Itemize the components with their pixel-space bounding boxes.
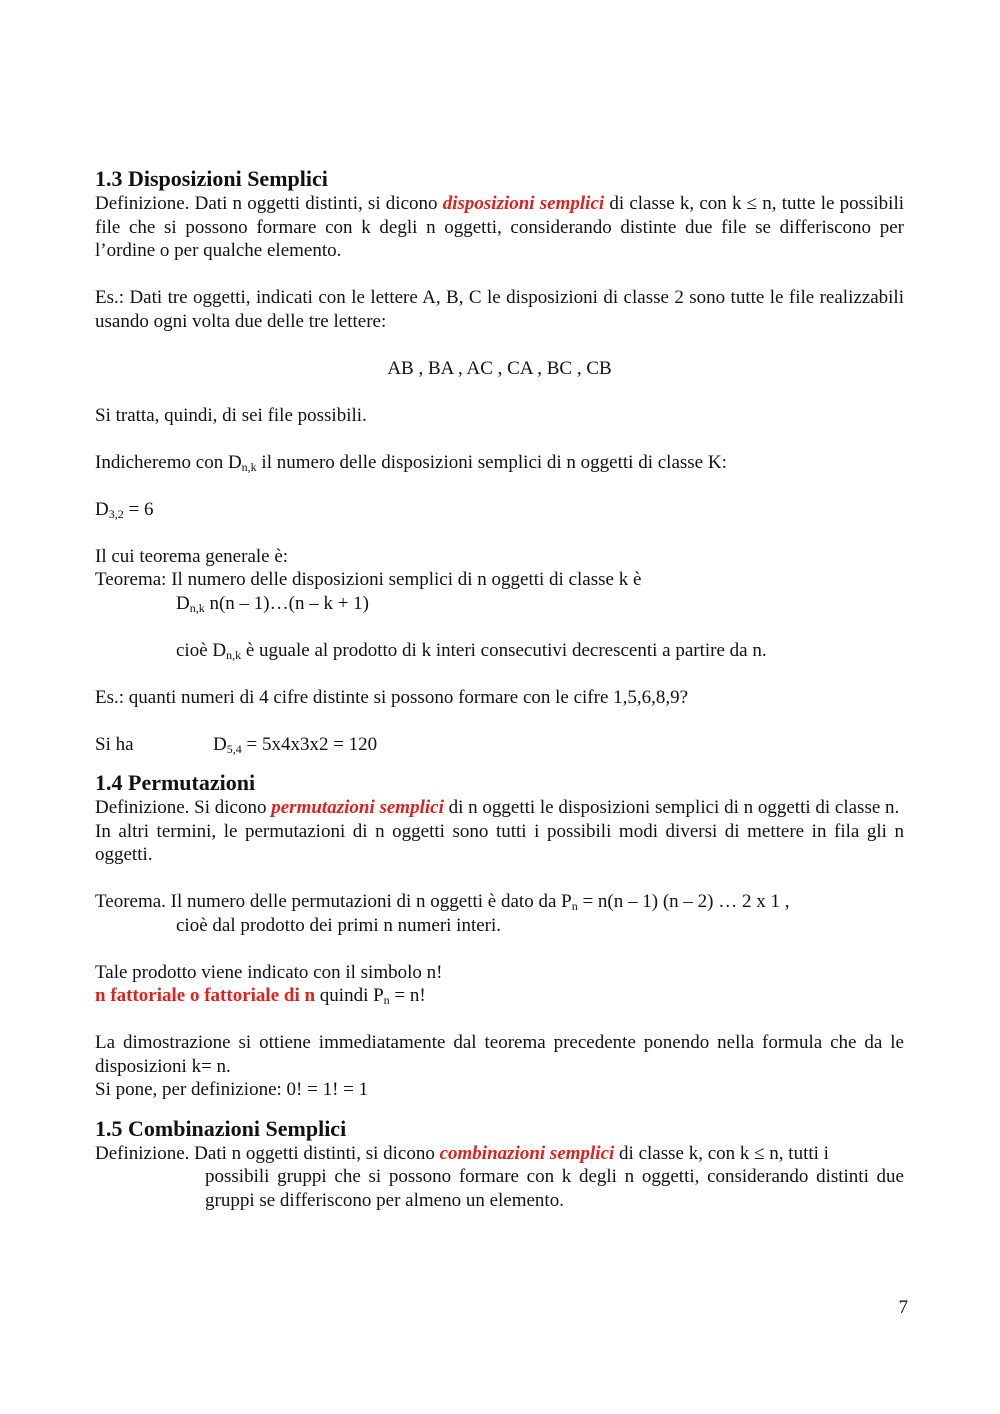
- term-permutazioni-semplici: permutazioni semplici: [271, 797, 444, 818]
- notation-text: Indicheremo con D: [95, 451, 242, 473]
- theorem-intro: Il cui teorema generale è:: [95, 545, 289, 567]
- page-number: 7: [898, 1297, 908, 1318]
- theorem-explanation: [95, 639, 904, 663]
- subscript: 5,4: [226, 741, 242, 756]
- formula-dnk: [95, 592, 904, 616]
- theorem-permutations: [95, 890, 904, 914]
- definition-text: di n oggetti le disposizioni semplici di n oggetti di classe n.: [443, 797, 900, 818]
- theorem-statement: Teorema: Il numero delle disposizioni semplici di n oggetti di classe k è: [95, 569, 642, 590]
- proof-paragraph: La dimostrazione si ottiene immediatamente dal teorema precedente ponendo nella formula che da le disposizioni k= n.: [95, 1032, 904, 1077]
- permutations-explanation: In altri termini, le permutazioni di n oggetti sono tutti i possibili modi diversi di mettere in fila gli n oggetti.: [95, 820, 904, 865]
- factorial-definition: [95, 984, 904, 1008]
- formula-d32: [95, 498, 904, 522]
- factorial-text: = n!: [389, 985, 426, 1006]
- formula-symbol: D: [176, 592, 190, 614]
- theorem-text: Teorema. Il numero delle permutazioni di n oggetti è dato da P: [95, 891, 572, 912]
- definition-text: Definizione. Dati n oggetti distinti, si dicono: [95, 1142, 440, 1164]
- example-answer: [95, 733, 904, 757]
- definition-text: Definizione. Dati n oggetti distinti, si dicono: [95, 193, 443, 214]
- factorial-convention: Si pone, per definizione: 0! = 1! = 1: [95, 1079, 369, 1100]
- term-disposizioni-semplici: disposizioni semplici: [442, 193, 605, 214]
- subscript: n,k: [241, 459, 257, 474]
- section-heading-1-5: 1.5 Combinazioni Semplici: [95, 1115, 347, 1141]
- definition-disposizioni: [95, 192, 904, 263]
- term-combinazioni-semplici: combinazioni semplici: [439, 1142, 615, 1164]
- definition-text: di classe k, con k ≤ n, tutte le possibili file che si possono formare con k degli n oggetti, considerando distinte due file se differiscono per l’ordine o per qualche elemento.: [95, 193, 904, 261]
- subscript: 3,2: [108, 506, 124, 521]
- formula-symbol: D: [213, 733, 227, 755]
- subscript: n: [383, 993, 390, 1007]
- section-heading-1-3: 1.3 Disposizioni Semplici: [95, 166, 328, 191]
- subscript: n,k: [189, 600, 205, 615]
- formula-value: n(n – 1)…(n – k + 1): [204, 592, 370, 614]
- formula-value: = 6: [123, 498, 154, 520]
- six-files-text: Si tratta, quindi, di sei file possibili.: [95, 404, 367, 426]
- formula-value: = 5x4x3x2 = 120: [241, 733, 378, 755]
- subscript: n: [571, 899, 578, 913]
- factorial-symbol-text: Tale prodotto viene indicato con il simbolo n!: [95, 961, 443, 983]
- definition-permutazioni: [95, 796, 904, 820]
- formula-d54: [213, 733, 377, 757]
- theorem-text: = n(n – 1) (n – 2) … 2 x 1 ,: [577, 891, 790, 912]
- notation-text: il numero delle disposizioni semplici di n oggetti di classe K:: [256, 451, 727, 473]
- explanation-text: è uguale al prodotto di k interi consecutivi decrescenti a partire da n.: [241, 639, 767, 661]
- dispositions-list: AB , BA , AC , CA , BC , CB: [387, 357, 612, 379]
- term-fattoriale: n fattoriale o fattoriale di n: [95, 985, 316, 1006]
- answer-label: Si ha: [95, 733, 134, 755]
- section-heading-1-4: 1.4 Permutazioni: [95, 770, 256, 795]
- example-question: Es.: quanti numeri di 4 cifre distinte si possono formare con le cifre 1,5,6,8,9?: [95, 686, 689, 708]
- formula-symbol: D: [95, 498, 109, 520]
- definition-text: Definizione. Si dicono: [95, 797, 272, 818]
- page-content: [95, 166, 904, 1212]
- explanation-text: cioè D: [176, 639, 227, 661]
- factorial-text: quindi P: [315, 985, 384, 1006]
- definition-text: di classe k, con k ≤ n, tutti i: [614, 1142, 829, 1164]
- definition-combinazioni: [95, 1142, 904, 1166]
- subscript: n,k: [226, 647, 242, 662]
- example-paragraph: Es.: Dati tre oggetti, indicati con le lettere A, B, C le disposizioni di classe 2 sono tutte le file realizzabili usando ogni volta due delle tre lettere:: [95, 287, 904, 332]
- notation-paragraph: [95, 451, 904, 475]
- theorem-permutations-cont: cioè dal prodotto dei primi n numeri interi.: [176, 914, 502, 936]
- definition-combinazioni-cont: possibili gruppi che si possono formare con k degli n oggetti, considerando distinti due gruppi se differiscono per almeno un elemento.: [205, 1166, 904, 1211]
